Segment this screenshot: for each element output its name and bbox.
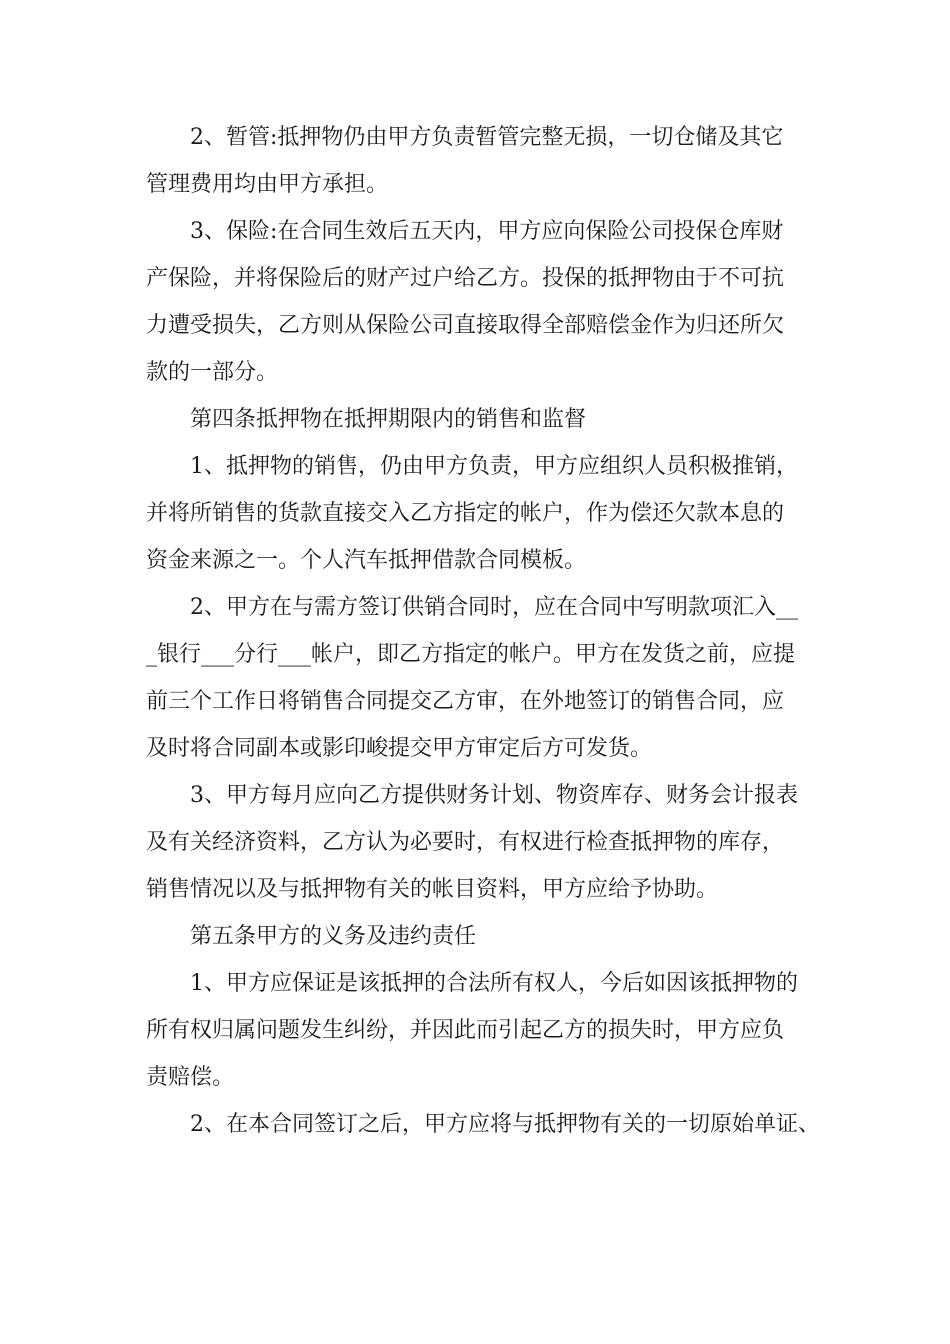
text-line: 销售情况以及与抵押物有关的帐目资料，甲方应给予协助。 (146, 877, 719, 902)
text-line: 款的一部分。 (146, 360, 279, 385)
text-line: 3、甲方每月应向乙方提供财务计划、物资库存、财务会计报表 (190, 783, 798, 808)
text-line: _银行___分行___帐户，即乙方指定的帐户。甲方在发货之前，应提 (146, 642, 796, 667)
text-line: 及有关经济资料，乙方认为必要时，有权进行检查抵押物的库存， (146, 830, 785, 855)
text-line: 1、抵押物的销售，仍由甲方负责，甲方应组织人员积极推销， (190, 454, 798, 479)
text-line: 资金来源之一。个人汽车抵押借款合同模板。 (146, 548, 587, 573)
text-line: 及时将合同副本或影印峻提交甲方审定后方可发货。 (146, 736, 653, 761)
text-line: 第五条甲方的义务及违约责任 (190, 924, 477, 949)
text-line: 1、甲方应保证是该抵押的合法所有权人，今后如因该抵押物的 (190, 971, 798, 996)
text-line: 责赔偿。 (146, 1065, 235, 1090)
text-line: 2、甲方在与需方签订供销合同时，应在合同中写明款项汇入__ (190, 595, 798, 620)
text-line: 并将所销售的货款直接交入乙方指定的帐户，作为偿还欠款本息的 (146, 501, 785, 526)
article-five-heading (146, 913, 826, 960)
clause-monthly-reports (146, 772, 826, 913)
clause-sales (146, 443, 826, 584)
text-line: 2、暂管:抵押物仍由甲方负责暂管完整无损，一切仓储及其它 (190, 125, 784, 150)
clause-original-documents (146, 1101, 826, 1148)
text-line: 管理费用均由甲方承担。 (146, 172, 389, 197)
clause-custody (146, 114, 826, 208)
text-line: 所有权归属问题发生纠纷，并因此而引起乙方的损失时，甲方应负 (146, 1018, 785, 1043)
clause-supply-contract (146, 584, 826, 772)
clause-ownership (146, 960, 826, 1101)
text-line: 产保险，并将保险后的财产过户给乙方。投保的抵押物由于不可抗 (146, 266, 785, 291)
document-body (146, 114, 826, 1148)
clause-insurance (146, 208, 826, 396)
text-line: 第四条抵押物在抵押期限内的销售和监督 (190, 407, 587, 432)
text-line: 2、在本合同签订之后，甲方应将与抵押物有关的一切原始单证、 (190, 1112, 820, 1137)
text-line: 力遭受损失，乙方则从保险公司直接取得全部赔偿金作为归还所欠 (146, 313, 785, 338)
text-line: 前三个工作日将销售合同提交乙方审，在外地签订的销售合同，应 (146, 689, 785, 714)
text-line: 3、保险:在合同生效后五天内，甲方应向保险公司投保仓库财 (190, 219, 784, 244)
article-four-heading (146, 396, 826, 443)
